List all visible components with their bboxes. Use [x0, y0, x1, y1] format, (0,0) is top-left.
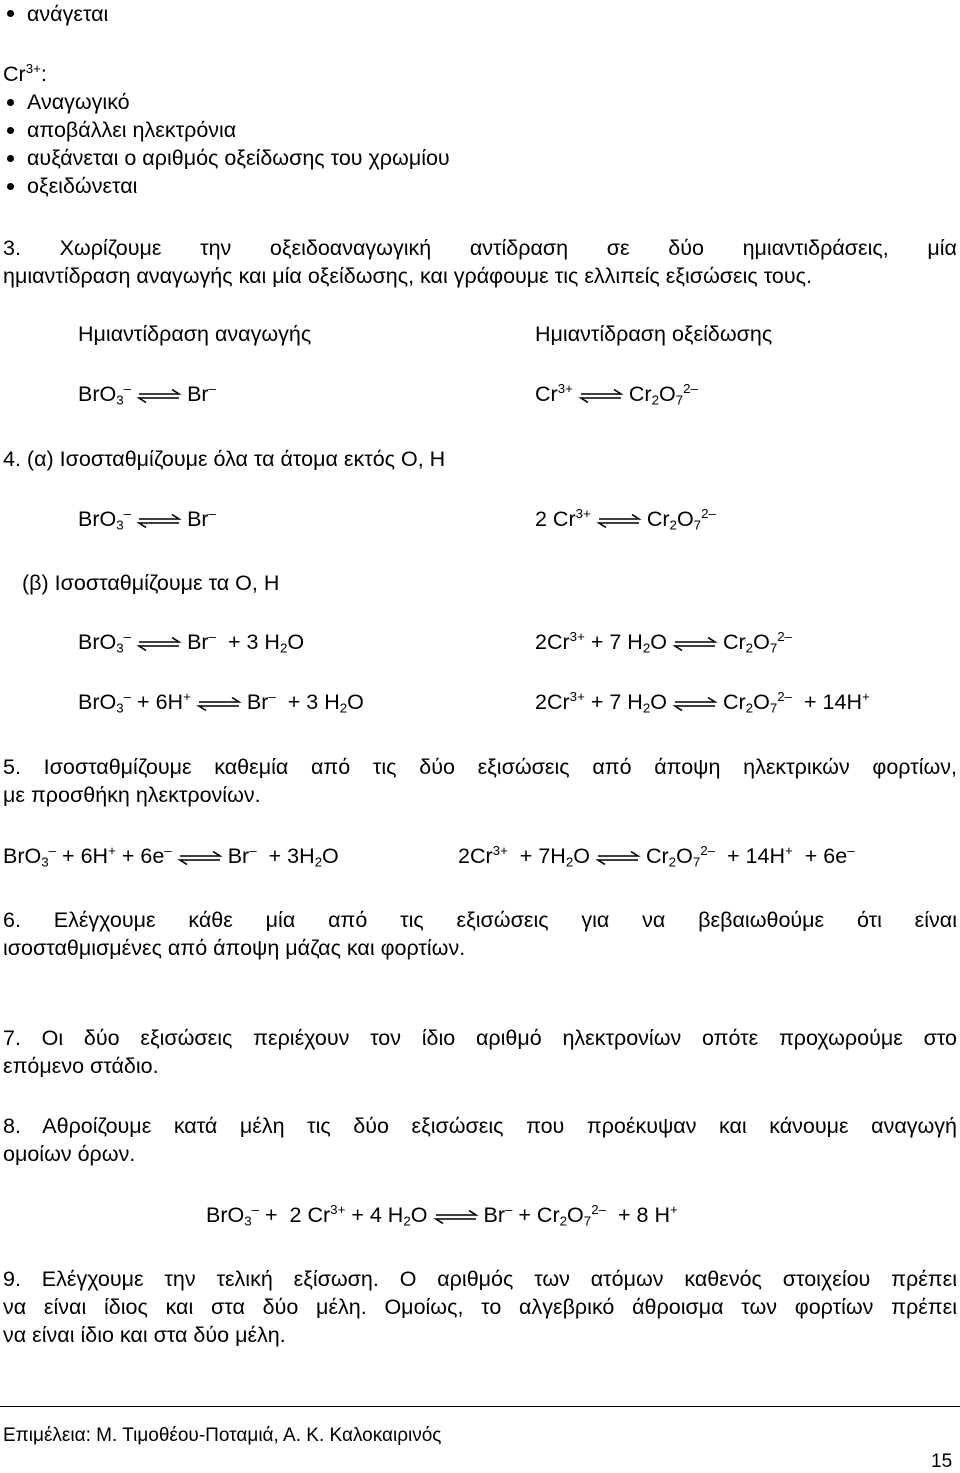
equilibrium-arrow-icon [195, 697, 243, 711]
equilibrium-arrow-icon [595, 514, 643, 528]
equilibrium-arrow-icon [176, 851, 224, 865]
footer-credits: Επιμέλεια: Μ. Τιμοθέου-Ποταμιά, Α. Κ. Καλοκαιρινός [3, 1425, 442, 1446]
step4b-text: (β) Ισοσταθμίζουμε τα O, H [22, 571, 280, 595]
reduction-equation-5: BrO$_3$– + 6H+ + 6e– $Br^- + 3H_2O$ [3, 842, 339, 870]
bullet-item: οξειδώνεται [27, 174, 138, 198]
reduction-equation-3: BrO$_3$– Br– + 3 $H_2O$ [78, 628, 305, 656]
oxidation-equation-1: $Cr^{3+}$ $Cr_2O_7^{2-}$ [535, 380, 698, 408]
bullet-item: Αναγωγικό [27, 90, 130, 114]
reduction-equation-1: BrO$_3$– Br– [78, 380, 216, 408]
step9-line1: 9. Ελέγχουμε την τελική εξίσωση. Ο αριθμός των ατόμων καθενός στοιχείου πρέπει [3, 1267, 957, 1291]
equilibrium-arrow-icon [577, 389, 625, 403]
bullet-dot [7, 99, 14, 106]
oxidation-equation-2: 2 $Cr^{3+}$ $Cr_2O_7^{2-}$ [535, 505, 716, 533]
equilibrium-arrow-icon [432, 1210, 480, 1224]
equilibrium-arrow-icon [671, 697, 719, 711]
oxidation-equation-5: $2Cr^{3+} + 7H_2O$ $Cr_2O_7^{2-} + 14H^+ + 6e^-$ [458, 842, 855, 870]
oxidation-equation-3: $2Cr^{3+} + 7$ $H_2O$ $Cr_2O_7^{2-}$ [535, 628, 793, 656]
step9-line3: να είναι ίδιο και στα δύο μέλη. [3, 1323, 286, 1347]
step9-line2: να είναι ίδιος και στα δύο μέλη. Ομοίως, το αλγεβρικό άθροισμα των φορτίων πρέπει [3, 1295, 957, 1319]
final-equation: BrO$_3$– + 2 $Cr^{3+} + 4$ $H_2O$ $Br^- + Cr_2O_7^{2-} + 8$ H+ [206, 1201, 678, 1229]
bullet-dot [7, 183, 14, 190]
equilibrium-arrow-icon [135, 389, 183, 403]
oxidation-equation-4: $2Cr^{3+} + 7$ $H_2O$ $Cr_2O_7^{2-} + 14H^+$ [535, 688, 870, 716]
cr-charge: 3+ [25, 60, 41, 76]
step7-line1: 7. Οι δύο εξισώσεις περιέχουν τον ίδιο αριθμό ηλεκτρονίων οπότε προχωρούμε στο [3, 1026, 957, 1050]
step6-line1: 6. Ελέγχουμε κάθε μία από τις εξισώσεις για να βεβαιωθούμε ότι είναι [3, 908, 957, 932]
reduction-heading: Ημιαντίδραση αναγωγής [78, 322, 312, 346]
oxidation-heading: Ημιαντίδραση οξείδωσης [535, 322, 773, 346]
reduction-equation-2: BrO$_3$– Br– [78, 505, 216, 533]
step3-line2: ημιαντίδραση αναγωγής και μία οξείδωσης, και γράφουμε τις ελλιπείς εξισώσεις τους. [3, 264, 812, 288]
equilibrium-arrow-icon [594, 851, 642, 865]
step8-line1: 8. Αθροίζουμε κατά μέλη τις δύο εξισώσεις που προέκυψαν και κάνουμε αναγωγή [3, 1114, 957, 1138]
step7-line2: επόμενο στάδιο. [3, 1054, 159, 1078]
cr-heading [3, 60, 47, 86]
equilibrium-arrow-icon [671, 637, 719, 651]
bullet-item: αποβάλλει ηλεκτρόνια [27, 118, 237, 142]
step5-line2: με προσθήκη ηλεκτρονίων. [3, 783, 261, 807]
bullet-dot [7, 10, 14, 17]
cr-label: Cr [3, 62, 26, 86]
step5-line1: 5. Ισοσταθμίζουμε καθεμία από τις δύο εξισώσεις από άποψη ηλεκτρικών φορτίων, [3, 755, 957, 779]
step6-line2: ισοσταθμισμένες από άποψη μάζας και φορτίων. [3, 936, 466, 960]
bullet-item: αυξάνεται ο αριθμός οξείδωσης του χρωμίου [27, 146, 450, 170]
cr-colon: : [40, 62, 47, 86]
step4a-text: 4. (α) Ισοσταθμίζουμε όλα τα άτομα εκτός O, H [3, 447, 446, 471]
equilibrium-arrow-icon [135, 514, 183, 528]
reduction-equation-4: BrO$_3$– + 6H+ Br– + 3 $H_2O$ [78, 688, 364, 716]
equilibrium-arrow-icon [135, 637, 183, 651]
bullet-dot [7, 127, 14, 134]
bullet-item: ανάγεται [27, 2, 109, 26]
step8-line2: ομοίων όρων. [3, 1142, 136, 1166]
step3-line1: 3. Χωρίζουμε την οξειδοαναγωγική αντίδραση σε δύο ημιαντιδράσεις, μία [3, 236, 957, 260]
page-number: 15 [931, 1451, 953, 1472]
bullet-dot [7, 155, 14, 162]
footer-rule [0, 1406, 960, 1407]
